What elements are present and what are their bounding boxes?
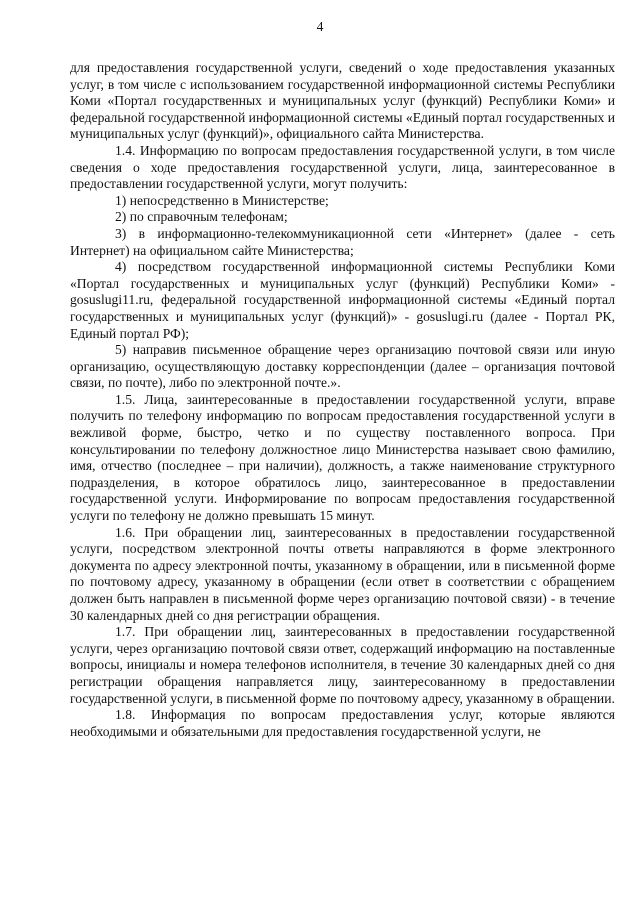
list-item-3: 3) в информационно-телекоммуникационной сети «Интернет» (далее - сеть Интернет) на официальном сайте Министерства; [70, 225, 615, 258]
page-number: 4 [316, 19, 324, 34]
list-item-4: 4) посредством государственной информационной системы Республики Коми «Портал государственных и муниципальных услуг (функций) Республики Коми» - gosuslugi11.ru, федеральной государственной информационной системы «Единый портал государственных и муниципальных услуг (функций)» - gosuslugi.ru (далее - Портал РК, Единый портал РФ); [70, 259, 615, 341]
paragraph-intro: для предоставления государственной услуги, сведений о ходе предоставления указанных услуг, в том числе с использованием государственной информационной системы Республики Коми «Портал государственных и муниципальных услуг (функций) Республики Коми» и федеральной государственной информационной системы «Единый портал государственных и муниципальных услуг (функций)», официального сайта Министерства. [70, 60, 615, 142]
list-item-5: 5) направив письменное обращение через организацию почтовой связи или иную организацию, осуществляющую доставку корреспонденции (далее – организация почтовой связи, по почте), либо по электронной почте.». [70, 342, 615, 391]
paragraph-1-6: 1.6. При обращении лиц, заинтересованных в предоставлении государственной услуги, посредством электронной почты ответы направляются в форме электронного документа по адресу электронной почты, указанному в обращении, или в письменной форме по почтовому адресу, указанному в обращении (если ответ в соответствии с обращением должен быть направлен в письменной форме через организацию почтовой связи) - в течение 30 календарных дней со дня регистрации обращения. [70, 524, 615, 623]
paragraph-1-4: 1.4. Информацию по вопросам предоставления государственной услуги, в том числе сведения о ходе предоставления государственной услуги, лица, заинтересованное в предоставлении государственной услуги, могут получить: [70, 142, 615, 192]
document-body [70, 60, 615, 740]
paragraph-1-8: 1.8. Информация по вопросам предоставления услуг, которые являются необходимыми и обязательными для предоставления государственной услуги, не [70, 707, 615, 739]
list-item-1: 1) непосредственно в Министерстве; [115, 192, 329, 208]
list-item-2: 2) по справочным телефонам; [115, 209, 288, 225]
paragraph-1-5: 1.5. Лица, заинтересованные в предоставлении государственной услуги, вправе получить по телефону информацию по вопросам предоставления государственной услуги в вежливой форме, быстро, четко и по существу поставленного вопроса. При консультировании по телефону должностное лицо Министерства называет свою фамилию, имя, отчество (последнее – при наличии), должность, а также наименование структурного подразделения, в которое обратилось лицо, заинтересованное в предоставлении государственной услуги. Информирование по вопросам предоставления государственной услуги по телефону не должно превышать 15 минут. [70, 391, 615, 524]
paragraph-1-7: 1.7. При обращении лиц, заинтересованных в предоставлении государственной услуги, через организацию почтовой связи ответ, содержащий информацию на поставленные вопросы, инициалы и номера телефонов исполнителя, в течение 30 календарных дней со дня регистрации обращения направляется лицу, заинтересованному в предоставлении государственной услуги, в письменной форме по почтовому адресу, указанному в обращении. [70, 624, 615, 706]
